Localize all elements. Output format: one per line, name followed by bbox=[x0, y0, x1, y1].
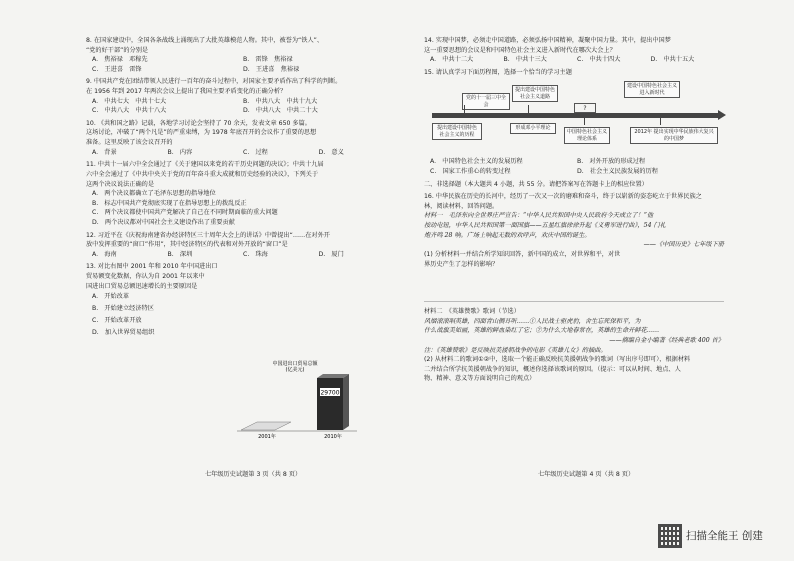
x-label-2001: 2001年 bbox=[258, 434, 276, 440]
option-d: D. 意义 bbox=[318, 148, 344, 156]
option-b: B. 中共八大 中共十九大 bbox=[243, 97, 318, 105]
question-stem: 14. 实现中国梦，必须走中国道路，必须弘扬中国精神，凝聚中国力量。其中，提出中国梦 bbox=[424, 37, 671, 44]
sub-question-2: 物、精神、意义等方面说明自己的观点） bbox=[424, 375, 536, 383]
option-a: A. 两个决议都确立了毛泽东思想的指导地位 bbox=[92, 190, 216, 198]
timeline-box: 2012年 提出实现中华民族伟大复兴的中国梦 bbox=[630, 127, 718, 144]
timeline-bar bbox=[432, 113, 720, 118]
option-c: C. 中共八大 中共十八大 bbox=[92, 107, 167, 115]
option-c: C. 开始改革开放 bbox=[92, 316, 142, 324]
sub-question-1: (1) 分析材料一并结合所学知识回答，新中国的成立，对世界和平，对世 bbox=[424, 250, 621, 258]
option-d: D. 两个决议都对中国社会主义建设作出了重要贡献 bbox=[92, 218, 235, 226]
option-a: A. 焦裕禄 邓稼先 bbox=[92, 56, 148, 64]
option-c: C. 王进喜 雷锋 bbox=[92, 65, 142, 73]
question-stem: 16. 中华民族在历史的长河中，经历了一次又一次的磨难和奋斗，终于以崭新的姿态屹立于世界民族之 bbox=[424, 193, 702, 201]
option-d: D. 中共八大 中共二十大 bbox=[243, 107, 318, 115]
timeline-box: 中国特色社会主义理论体系 bbox=[564, 127, 610, 144]
option-d: D. 加入世界贸易组织 bbox=[92, 328, 155, 336]
chart-title: 中国进出口贸易总额 bbox=[272, 361, 318, 367]
question-stem: 这一重要思想的会议是和中国特色社会主义进入新时代在哪次大会上？ bbox=[424, 46, 616, 54]
question-15 bbox=[424, 68, 724, 177]
question-11 bbox=[86, 160, 394, 227]
material-note: 注：《英雄赞歌》是反映抗美援朝战争的电影《英雄儿女》的插曲。 bbox=[424, 346, 607, 354]
option-b: B. 对外开放的形成过程 bbox=[577, 158, 646, 166]
option-c: C. 国家工作重心的转变过程 bbox=[430, 168, 511, 176]
timeline-arrow-icon bbox=[718, 110, 726, 120]
option-b: B. 开始建立经济特区 bbox=[92, 305, 154, 313]
question-stem: 15. 请认真学习下面历程图，选择一个恰当的学习主题 bbox=[424, 68, 572, 76]
question-stem: 12. 习近平在《庆祝海南建省办经济特区三十周年大会上的讲话》中曾提出“……在对外开 bbox=[86, 231, 330, 239]
material-2: 风烟滚滚唱英雄，四面青山侧耳听……①人民战士驱虎豹，舍生忘死保和平，为 什么战旗美如画，英雄的鲜血染红了它；②为什么大地春常在，英雄的生命开鲜花…… bbox=[424, 317, 660, 335]
question-9 bbox=[86, 77, 394, 115]
sub-question-2: (2) 从材料二的歌词①②中，选取一个能正确反映抗美援朝战争的歌词（写出序号即可），根据材料 bbox=[424, 356, 691, 364]
option-b: B. 雷锋 焦裕禄 bbox=[243, 56, 293, 64]
question-stem: 林，阅读材料，回答问题。 bbox=[424, 202, 499, 210]
option-b: B. 内容 bbox=[167, 148, 193, 156]
material-2-source: ——摘编自金小编著《经典老歌 400 首》 bbox=[609, 336, 724, 344]
bar-side bbox=[343, 374, 349, 430]
question-stem: 11. 中共十一届六中全会通过了《关于建国以来党的若干历史问题的决议》；中共十九届 bbox=[86, 161, 324, 169]
option-a: A. 中国特色社会主义的发展历程 bbox=[430, 158, 523, 166]
option-d: D. 厦门 bbox=[318, 250, 344, 258]
timeline-box: 提出建设中国特色社会主义道路 bbox=[512, 85, 558, 102]
history-timeline bbox=[424, 79, 724, 153]
option-a: A. 中共十二大 bbox=[430, 56, 474, 64]
question-stem: 9. 中国共产党在团结带领人民进行一百年的奋斗过程中，对国家主要矛盾作出了科学的判断。 bbox=[86, 78, 342, 86]
qr-code-icon bbox=[658, 524, 682, 548]
option-d: D. 社会主义民族发展的历程 bbox=[577, 168, 658, 176]
question-12 bbox=[86, 231, 394, 260]
question-stem: 准备。这里反映了该会议召开的 bbox=[86, 139, 173, 147]
timeline-box: 形成邓小平理论 bbox=[510, 123, 556, 134]
option-d: D. 王进喜 焦裕禄 bbox=[243, 65, 300, 73]
option-b: B. 标志中国共产党彻底实现了在指导思想上的拨乱反正 bbox=[92, 199, 247, 207]
right-page bbox=[424, 36, 724, 486]
material-1: 材料一 毛泽东向全世界庄严宣告：“中华人民共和国中央人民政府今天成立了！”他 按动电钮，中华人民共和国第一面国旗——五星红旗徐徐升起《义勇军进行曲》，54 门礼 炮齐鸣 28 响。广场上响起无数的欢呼声，欢庆中国的诞生。 bbox=[424, 212, 666, 239]
option-c: C. 珠海 bbox=[243, 250, 268, 258]
question-14 bbox=[424, 36, 724, 65]
option-b: B. 中共十三大 bbox=[503, 56, 547, 64]
left-page-footer: 七年级历史试题第 3 页（共 8 页） bbox=[205, 471, 302, 478]
option-a: A. 开始改革 bbox=[92, 293, 130, 301]
question-stem: 8. 在国家建设中，全国各条战线上涌现出了大批英雄模范人物。其中，被誉为“铁人”、 bbox=[86, 37, 324, 44]
timeline-box: 建设中国特色社会主义进入新时代 bbox=[624, 81, 680, 98]
question-stem: 国进出口贸易总额迅速增长的主要原因是 bbox=[86, 282, 198, 290]
question-stem: 13. 对比右图中 2001 年和 2010 年中国进出口 bbox=[86, 263, 218, 271]
question-stem: 六中全会通过了《中共中央关于党的百年奋斗重大成就和历史经验的决议》，下列关于 bbox=[86, 170, 319, 178]
scanner-label: 扫描全能王 创建 bbox=[686, 529, 763, 542]
material-1-source: ——《中国历史》七年级下册 bbox=[643, 241, 724, 249]
timeline-question-mark: ? bbox=[574, 103, 596, 113]
question-stem: 放中发挥重要的“窗口”作用”，其中经济特区的代表和对外开放的“窗口”是 bbox=[86, 241, 288, 249]
section-2-heading: 二、非选择题（本大题共 4 小题，共 55 分。请把答案写在答题卡上的相应位置） bbox=[424, 180, 648, 188]
option-c: C. 过程 bbox=[243, 148, 268, 156]
sub-question-1: 界历史产生了怎样的影响？ bbox=[424, 260, 499, 268]
question-stem: 在 1956 年到 2017 年两次会议上提出了我国主要矛盾变化的正确分析？ bbox=[86, 88, 287, 96]
trade-volume-chart bbox=[235, 358, 360, 440]
question-stem: 这两个决议说法正确的是 bbox=[86, 180, 155, 188]
option-a: A. 背景 bbox=[92, 148, 117, 156]
bar-2010年 bbox=[317, 378, 343, 430]
question-stem: 贸易额变化数据，你认为自 2001 年以来中 bbox=[86, 273, 205, 281]
option-c: C. 中共十四大 bbox=[577, 56, 621, 64]
scanner-watermark bbox=[658, 524, 763, 548]
question-10 bbox=[86, 119, 394, 157]
option-d: D. 中共十五大 bbox=[650, 56, 695, 64]
option-a: A. 海南 bbox=[92, 250, 117, 258]
option-c: C. 两个决议都使中国共产党解决了自己在不同时期面临的重大问题 bbox=[92, 209, 278, 217]
timeline-box: 党的十一届三中全会 bbox=[462, 93, 510, 110]
x-label-2010: 2010年 bbox=[324, 434, 342, 440]
material-2-title: 材料二 《英雄赞歌》歌词（节选） bbox=[424, 308, 520, 316]
question-stem: “党的好干部”的分别是 bbox=[86, 46, 149, 54]
right-page-footer: 七年级历史试题第 4 页（共 8 页） bbox=[538, 471, 635, 478]
timeline-box: 提出建设中国特色社会主义的历程 bbox=[432, 123, 482, 140]
chart-unit: (亿美元) bbox=[285, 367, 305, 373]
question-stem: 这场讨论，冲破了“两个凡是”的严重束缚，为 1978 年底召开的会议作了重要的思想 bbox=[86, 129, 317, 137]
option-b: B. 深圳 bbox=[167, 250, 193, 258]
question-8 bbox=[86, 36, 394, 74]
question-13 bbox=[86, 262, 236, 338]
option-a: A. 中共七大 中共十七大 bbox=[92, 97, 167, 105]
question-stem: 10. 《共和国之路》记载，各地学习讨论会坚持了 70 余天，发表文章 650 多篇。 bbox=[86, 119, 311, 127]
sub-question-2: 二并结合所学抗美援朝战争的知识，概述你选择该歌词的原因。（提示：可以从时间、地点、人 bbox=[424, 365, 681, 373]
question-16 bbox=[424, 192, 724, 384]
value-label: 29700 bbox=[320, 389, 340, 397]
